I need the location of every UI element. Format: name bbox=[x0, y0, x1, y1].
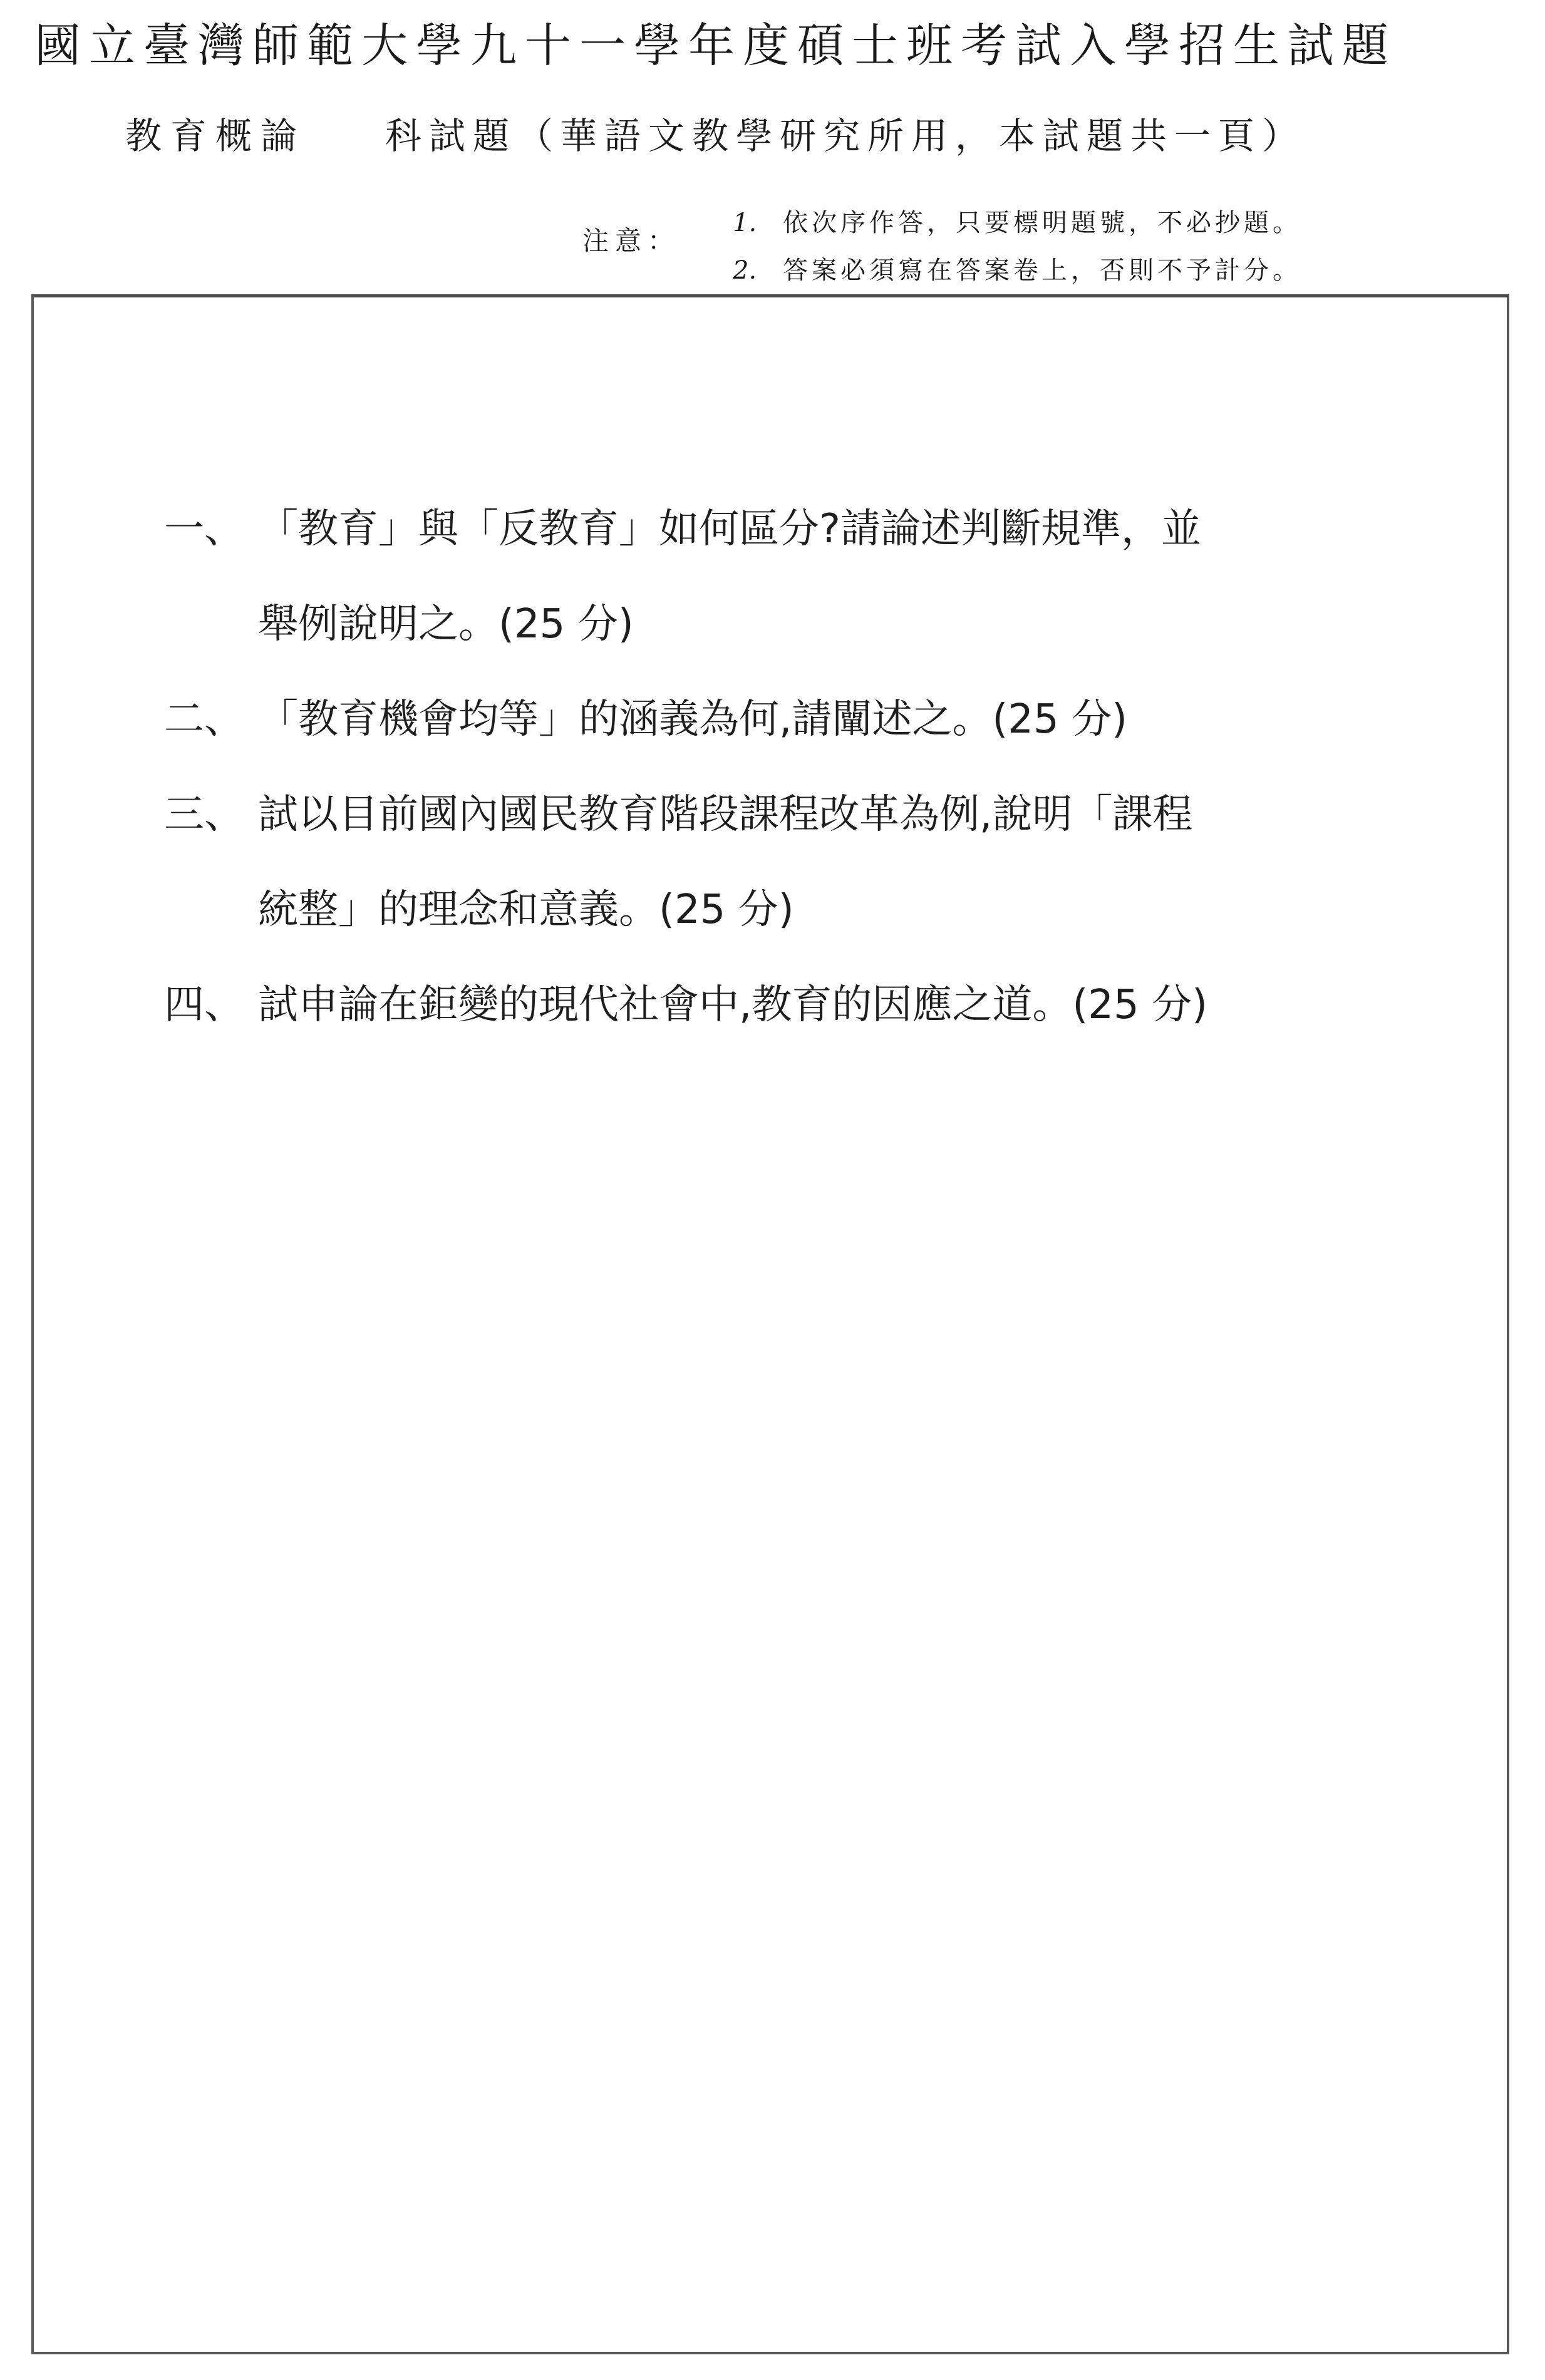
notice-item-text: 答案必須寫在答案卷上，否則不予計分。 bbox=[783, 256, 1301, 285]
question-text: 「教育」與「反教育」如何區分?請論述判斷規準，並 bbox=[258, 506, 1201, 552]
question-line bbox=[164, 783, 1207, 878]
notice-item bbox=[733, 199, 1301, 247]
question-number: 三、 bbox=[164, 791, 244, 838]
question-list bbox=[164, 498, 1207, 1069]
subject-description: 科試題（華語文教學研究所用，本試題共一頁） bbox=[385, 115, 1306, 157]
exam-title: 國立臺灣師範大學九十一學年度碩士班考試入學招生試題 bbox=[34, 19, 1397, 73]
question-line bbox=[164, 593, 1207, 688]
notice-item-text: 依次序作答，只要標明題號，不必抄題。 bbox=[783, 209, 1301, 237]
notice-item bbox=[733, 247, 1301, 294]
notice-label: 注意： bbox=[582, 225, 681, 256]
notice-item-number: 1. bbox=[733, 209, 757, 237]
notice-list bbox=[733, 199, 1301, 294]
question-text: 舉例說明之。(25 分) bbox=[258, 601, 634, 647]
question-text: 試申論在鉅變的現代社會中,教育的因應之道。(25 分) bbox=[258, 982, 1208, 1028]
question-line bbox=[164, 498, 1207, 593]
subject-name: 教育概論 bbox=[125, 115, 306, 157]
question-text: 統整」的理念和意義。(25 分) bbox=[258, 887, 794, 933]
question-line bbox=[164, 688, 1207, 783]
question-line bbox=[164, 878, 1207, 974]
question-number: 一、 bbox=[164, 506, 244, 552]
question-number: 二、 bbox=[164, 696, 244, 743]
question-text: 試以目前國內國民教育階段課程改革為例,說明「課程 bbox=[258, 791, 1193, 838]
question-line bbox=[164, 974, 1207, 1069]
notice-item-number: 2. bbox=[733, 256, 757, 285]
question-number: 四、 bbox=[164, 982, 244, 1028]
question-text: 「教育機會均等」的涵義為何,請闡述之。(25 分) bbox=[258, 696, 1128, 743]
